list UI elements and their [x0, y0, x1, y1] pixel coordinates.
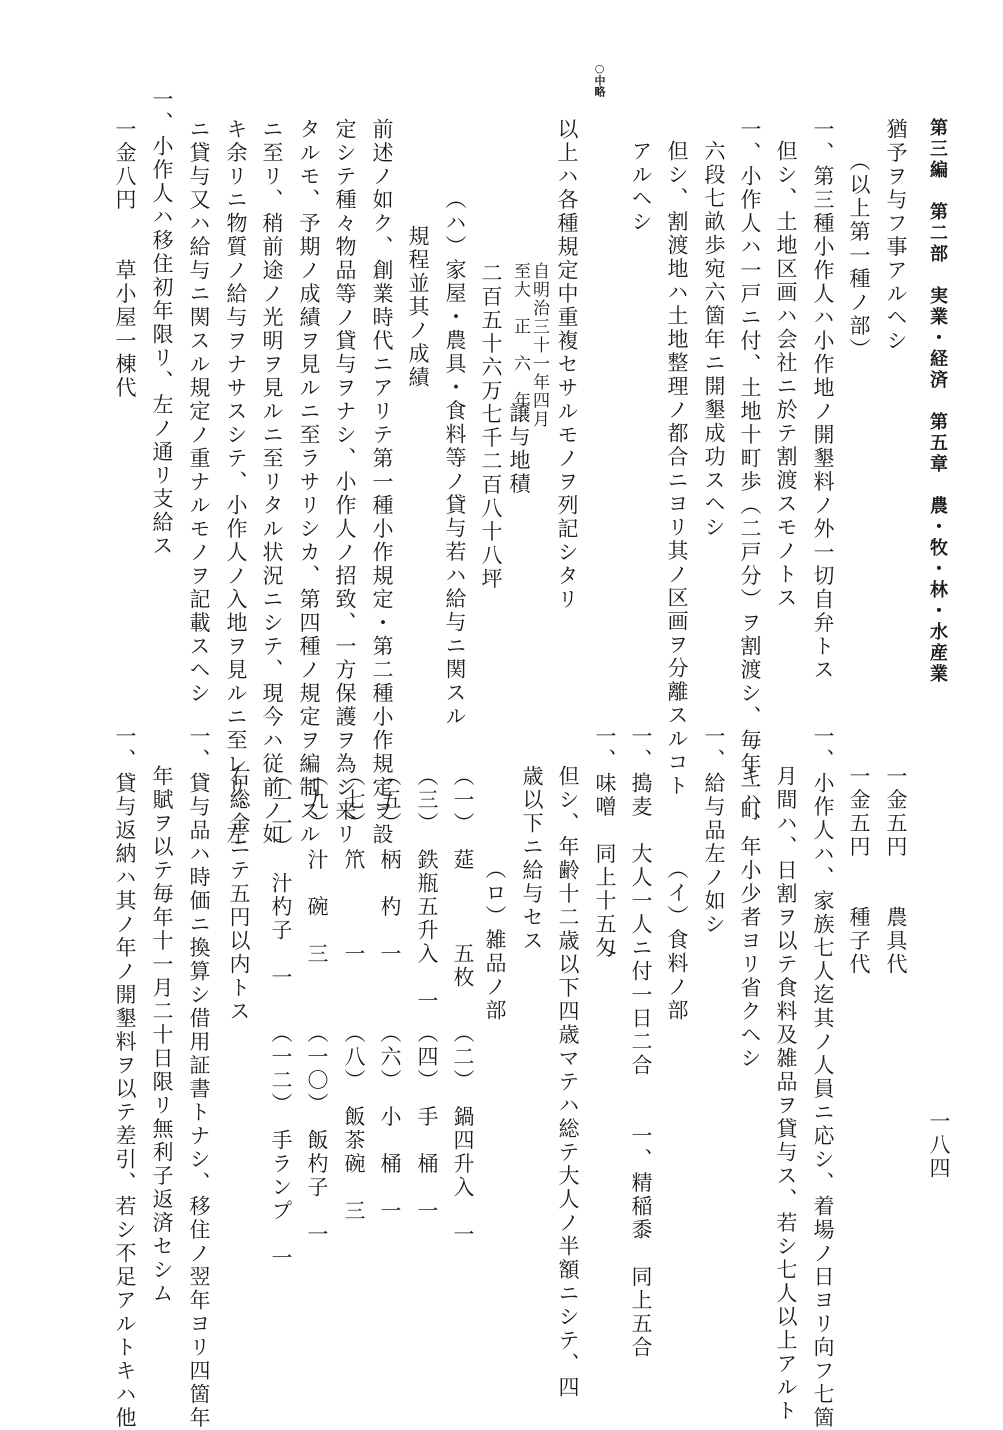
text-line: 前述ノ如ク、創業時代ニアリテ第一種小作規定・第二種小作規定ヲ設	[370, 118, 394, 847]
text-line: 歳以下ニ給与セス	[520, 765, 544, 953]
text-line: 一、小作人ハ、家族七人迄其ノ人員ニ応シ、着場ノ日ヨリ向フ七箇	[811, 725, 835, 1430]
text-line: 一、味噌 同上十五匁	[593, 725, 617, 960]
text-line: （以上第一種ノ部）	[847, 150, 871, 362]
text-line: ニ至リ、稍前途ノ光明ヲ見ルニ至リタル状況ニシテ、現今ハ従前ノ如	[260, 118, 284, 847]
text-line: 二百五十六万七千二百八十八坪	[479, 262, 503, 591]
item-line: （九） 汁 碗 三	[305, 765, 329, 966]
item-line: （二） 鍋四升入 一	[451, 1022, 475, 1247]
item-line: （四） 手 桶 一	[415, 1022, 439, 1223]
item-line: （一） 莚 五枚	[451, 765, 475, 990]
text-line: （ロ）雑品ノ部	[483, 858, 507, 1023]
text-line: 一金五円 農具代	[884, 765, 908, 977]
text-line: 猶予ヲ与フ事アルヘシ	[884, 118, 908, 353]
text-line: 月間ハ、日割ヲ以テ食料及雑品ヲ貸与ス、若シ七人以上アルト	[774, 765, 798, 1423]
text-line: 一、小作人ハ移住初年限リ、左ノ通リ支給ス	[150, 88, 174, 558]
text-line: 規程並其ノ成績	[406, 225, 430, 390]
text-line: ニ貸与又ハ給与ニ関スル規定ノ重ナルモノヲ記載スヘシ	[187, 118, 211, 706]
item-line: （一〇） 飯杓子 一	[305, 1022, 329, 1247]
text-line: 右総金ニテ五円以内トス	[227, 765, 251, 1024]
text-line: 一、小作人ハ一戸ニ付、土地十町歩（二戸分）ヲ割渡シ、毎年一町	[738, 118, 762, 823]
text-line: 一金八円 草小屋一棟代	[113, 118, 137, 400]
text-line: 六段七畝歩宛六箇年ニ開墾成功スヘシ	[702, 140, 726, 540]
item-line: （一一） 汁杓子 一	[269, 765, 293, 990]
text-line: 一金五円 種子代	[847, 765, 871, 977]
text-line: 譲与地積	[507, 402, 531, 496]
text-line: （ハ）家屋・農具・食料等ノ貸与若ハ給与ニ関スル	[443, 188, 467, 729]
date-range-start: 自明治三十一年四月	[529, 262, 549, 429]
running-header: 第三編 第二部 実業・経済 第五章 農・牧・林・水産業	[927, 118, 948, 685]
text-line: 一、第三種小作人ハ小作地ノ開墾料ノ外一切自弁トス	[811, 118, 835, 682]
text-line: 但シ、割渡地ハ土地整理ノ都合ニヨリ其ノ区画ヲ分離スルコト	[665, 140, 689, 798]
item-line: （五） 柄 杓 一	[378, 765, 402, 966]
omission-mark: ○中略	[593, 62, 606, 97]
text-line: 一、貸与品ハ時価ニ換算シ借用証書トナシ、移住ノ翌年ヨリ四箇年	[187, 725, 211, 1430]
text-line: キ余リニ物質ノ給与ヲナサスシテ、小作人ノ入地ヲ見ルニ至レリ、左	[224, 118, 248, 847]
date-range-end: 至大 正 六 年	[510, 262, 530, 410]
text-line: アルヘシ	[629, 140, 653, 234]
item-line: （三） 鉄瓶五升入 一	[415, 765, 439, 1013]
text-line: 年賦ヲ以テ毎年十一月二十日限リ無利子返済セシム	[150, 765, 174, 1306]
text-line: タルモ、予期ノ成績ヲ見ルニ至ラサリシカ、第四種ノ規定ヲ編制スル	[297, 118, 321, 847]
text-line: 但シ、土地区画ハ会社ニ於テ割渡スモノトス	[774, 140, 798, 610]
text-line: 一、給与品左ノ如シ	[702, 725, 726, 937]
item-line: （六） 小 桶 一	[378, 1022, 402, 1223]
page-number: 一八四	[927, 1110, 951, 1181]
item-line: （一二） 手ランプ 一	[269, 1022, 293, 1270]
text-line: 但シ、年齢十二歳以下四歳マテハ総テ大人ノ半額ニシテ、四	[556, 765, 580, 1400]
text-line: 一、搗麦 大人一人ニ付一日二合 一、精稲黍 同上五合	[629, 725, 653, 1360]
text-line: キハ、年小少者ヨリ省クヘシ	[738, 765, 762, 1071]
item-line: （七） 笊 一	[342, 765, 366, 966]
item-line: （八） 飯茶碗 三	[342, 1022, 366, 1223]
text-line: 一、貸与返納ハ其ノ年ノ開墾料ヲ以テ差引、若シ不足アルトキハ他	[113, 725, 137, 1430]
text-line: （イ）食料ノ部	[665, 858, 689, 1023]
text-line: 以上ハ各種規定中重複セサルモノヲ列記シタリ	[555, 118, 579, 612]
text-line: 定シテ種々物品等ノ貸与ヲナシ、小作人ノ招致、一方保護ヲ為シ来リ	[333, 118, 357, 847]
